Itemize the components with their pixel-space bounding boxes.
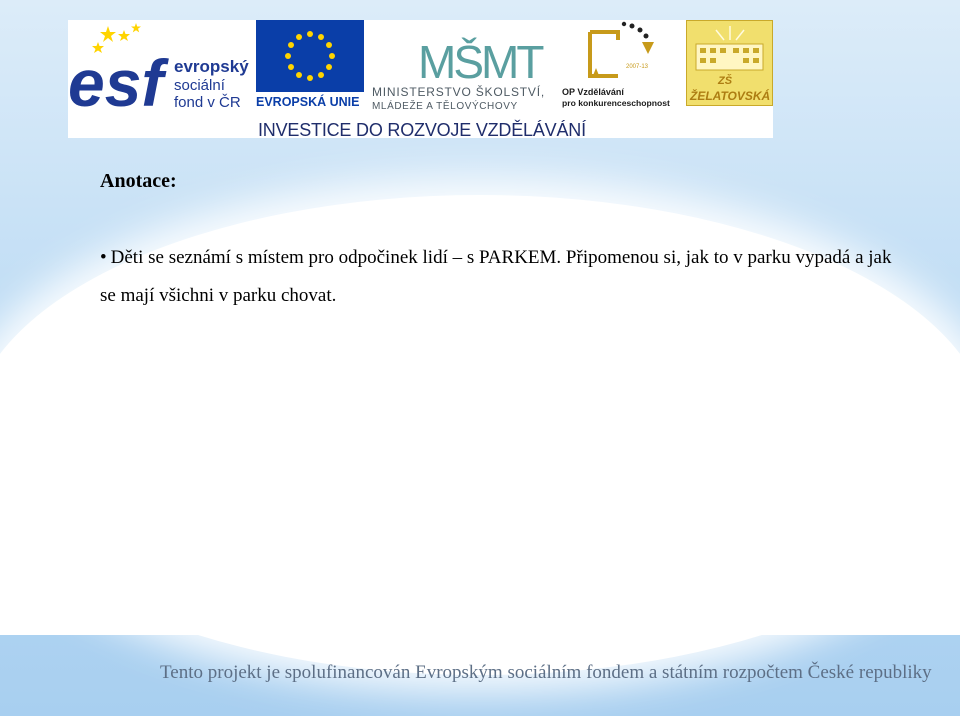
msmt-line2: MLÁDEŽE A TĚLOVÝCHOVY	[372, 101, 518, 112]
zs-line1: ZŠ	[718, 75, 733, 87]
op-line1: OP Vzdělávání	[562, 87, 624, 97]
op-line2: pro konkurenceschopnost	[562, 98, 670, 108]
esf-logo	[68, 20, 250, 112]
esf-line1: evropský	[174, 57, 249, 76]
msmt-logo	[372, 20, 556, 112]
esf-line3: fond v ČR	[174, 94, 241, 111]
msmt-line1: MINISTERSTVO ŠKOLSTVÍ,	[372, 85, 545, 99]
slide-heading: Anotace:	[100, 170, 177, 192]
slide-text: Děti se seznámí s místem pro odpočinek lidí – s PARKEM. Připomenou si, jak to v parku vypadá a jak se mají všichni v parku chovat.	[100, 247, 892, 306]
footer-text: Tento projekt je spolufinancován Evropským sociálním fondem a státním rozpočtem České republiky	[160, 662, 932, 683]
zs-line2: ŽELATOVSKÁ	[690, 89, 771, 103]
logo-bar	[68, 20, 773, 138]
esf-big-text: esf	[68, 46, 164, 112]
op-logo	[562, 20, 678, 112]
op-years: 2007-13	[626, 64, 649, 70]
investice-caption: INVESTICE DO ROZVOJE VZDĚLÁVÁNÍ	[258, 120, 586, 140]
eu-flag-logo	[256, 20, 364, 110]
zs-zelatovska-logo	[686, 20, 773, 106]
background-white-band	[0, 395, 960, 635]
slide-paragraph	[100, 239, 900, 315]
esf-line2: sociální	[174, 77, 225, 94]
bullet-glyph: •	[100, 247, 107, 268]
eu-caption: EVROPSKÁ UNIE	[256, 95, 360, 109]
msmt-mark: MŠMT	[418, 36, 542, 88]
